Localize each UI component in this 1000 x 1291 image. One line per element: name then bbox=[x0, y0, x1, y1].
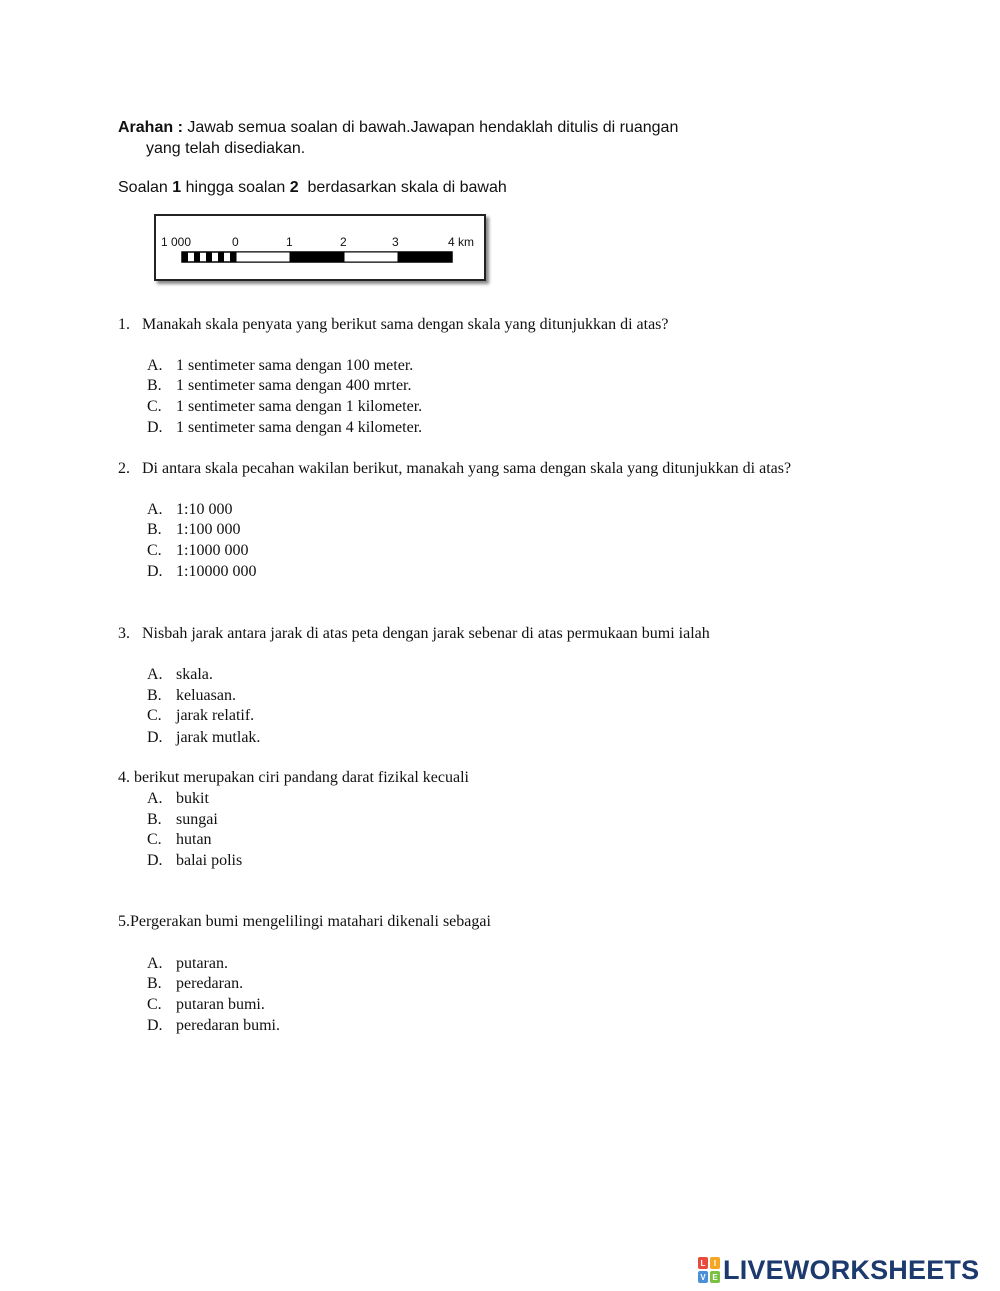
option-letter: B. bbox=[147, 975, 162, 992]
option-text: 1:100 000 bbox=[176, 521, 241, 538]
option-text: putaran bumi. bbox=[176, 996, 265, 1013]
scale-label-1000: 1 000 bbox=[161, 235, 192, 249]
option-text: bukit bbox=[176, 790, 209, 807]
question-5-option-c[interactable] bbox=[147, 996, 265, 1014]
option-letter: A. bbox=[147, 501, 163, 518]
question-3-stem: 3. Nisbah jarak antara jarak di atas peta dengan jarak sebenar di atas permukaan bumi ialah bbox=[118, 625, 710, 642]
option-letter: D. bbox=[147, 729, 163, 746]
option-text: peredaran. bbox=[176, 975, 244, 992]
option-text: 1:10 000 bbox=[176, 501, 233, 518]
svg-text:L: L bbox=[700, 1259, 706, 1268]
option-letter: D. bbox=[147, 419, 163, 436]
option-letter: A. bbox=[147, 357, 163, 374]
instructions-label: Arahan : bbox=[118, 119, 183, 136]
option-letter: A. bbox=[147, 955, 163, 972]
intro-number-1: 1 bbox=[172, 179, 182, 196]
intro-number-2: 2 bbox=[289, 179, 299, 196]
scale-sub-segment bbox=[218, 252, 224, 262]
scale-segment-2-3 bbox=[344, 252, 398, 262]
option-text: 1 sentimeter sama dengan 1 kilometer. bbox=[176, 398, 423, 415]
option-text: keluasan. bbox=[176, 687, 236, 704]
question-3-option-b[interactable] bbox=[147, 687, 236, 705]
option-text: 1 sentimeter sama dengan 4 kilometer. bbox=[176, 419, 423, 436]
option-letter: D. bbox=[147, 563, 163, 580]
option-text: jarak mutlak. bbox=[176, 729, 261, 746]
instructions-text: Jawab semua soalan di bawah.Jawapan hendaklah ditulis di ruangan bbox=[182, 119, 679, 136]
option-text: jarak relatif. bbox=[176, 707, 255, 724]
question-3-option-d[interactable] bbox=[147, 729, 260, 747]
scale-label-2: 2 bbox=[340, 235, 347, 249]
question-3-option-c[interactable] bbox=[147, 707, 254, 725]
brand-name: LIVEWORKSHEETS bbox=[723, 1254, 980, 1285]
question-4-option-a[interactable] bbox=[147, 790, 209, 808]
option-text: 1 sentimeter sama dengan 100 meter. bbox=[176, 357, 414, 374]
option-letter: C. bbox=[147, 398, 162, 415]
scale-sub-segment bbox=[194, 252, 200, 262]
option-letter: A. bbox=[147, 790, 163, 807]
question-5-stem: 5.Pergerakan bumi mengelilingi matahari dikenali sebagai bbox=[118, 913, 491, 930]
option-text: sungai bbox=[176, 811, 218, 828]
logo-icon bbox=[698, 1257, 720, 1283]
option-letter: B. bbox=[147, 521, 162, 538]
question-4-stem: 4. berikut merupakan ciri pandang darat fizikal kecuali bbox=[118, 769, 469, 786]
question-5-option-d[interactable] bbox=[147, 1017, 280, 1035]
question-3-option-a[interactable] bbox=[147, 666, 213, 684]
svg-text:V: V bbox=[700, 1273, 706, 1282]
option-text: 1 sentimeter sama dengan 400 mrter. bbox=[176, 377, 412, 394]
question-1-option-a[interactable] bbox=[147, 357, 413, 375]
question-2-option-c[interactable] bbox=[147, 542, 248, 560]
intro-part-3: berdasarkan skala di bawah bbox=[298, 179, 507, 196]
option-text: peredaran bumi. bbox=[176, 1017, 280, 1034]
scale-label-3: 3 bbox=[392, 235, 399, 249]
scale-sub-segment bbox=[230, 252, 236, 262]
question-5-option-a[interactable] bbox=[147, 955, 228, 973]
option-text: putaran. bbox=[176, 955, 228, 972]
svg-text:E: E bbox=[712, 1273, 718, 1282]
intro-part-2: hingga soalan bbox=[181, 179, 290, 196]
option-letter: C. bbox=[147, 831, 162, 848]
scale-sub-segment bbox=[182, 252, 188, 262]
instructions-line-2: yang telah disediakan. bbox=[146, 140, 306, 157]
question-5-option-b[interactable] bbox=[147, 975, 243, 993]
option-text: balai polis bbox=[176, 852, 243, 869]
option-letter: D. bbox=[147, 1017, 163, 1034]
question-4-option-b[interactable] bbox=[147, 811, 218, 829]
question-1-stem: 1. Manakah skala penyata yang berikut sama dengan skala yang ditunjukkan di atas? bbox=[118, 316, 669, 333]
intro-part-1: Soalan bbox=[118, 179, 173, 196]
question-4-option-d[interactable] bbox=[147, 852, 242, 870]
option-text: 1:10000 000 bbox=[176, 563, 257, 580]
question-2-option-d[interactable] bbox=[147, 563, 256, 581]
option-text: 1:1000 000 bbox=[176, 542, 249, 559]
option-letter: B. bbox=[147, 811, 162, 828]
scale-label-1: 1 bbox=[286, 235, 293, 249]
liveworksheets-logo bbox=[698, 1256, 979, 1284]
intro-text bbox=[118, 179, 507, 197]
scale-bar bbox=[154, 214, 486, 281]
scale-sub-segment bbox=[206, 252, 212, 262]
scale-bar-graphic bbox=[156, 216, 484, 279]
svg-text:I: I bbox=[713, 1259, 717, 1268]
scale-segment-1-2 bbox=[290, 252, 344, 262]
scale-segment-0-1 bbox=[236, 252, 290, 262]
option-text: hutan bbox=[176, 831, 212, 848]
question-2-option-b[interactable] bbox=[147, 521, 240, 539]
option-letter: A. bbox=[147, 666, 163, 683]
option-text: skala. bbox=[176, 666, 213, 683]
instructions-line-1 bbox=[118, 119, 678, 137]
option-letter: B. bbox=[147, 377, 162, 394]
question-4-option-c[interactable] bbox=[147, 831, 212, 849]
question-2-stem: 2. Di antara skala pecahan wakilan berikut, manakah yang sama dengan skala yang ditunjukkan di atas? bbox=[118, 460, 792, 477]
scale-label-4km: 4 km bbox=[448, 235, 475, 249]
option-letter: D. bbox=[147, 852, 163, 869]
option-letter: C. bbox=[147, 707, 162, 724]
question-1-option-b[interactable] bbox=[147, 377, 411, 395]
option-letter: C. bbox=[147, 996, 162, 1013]
option-letter: C. bbox=[147, 542, 162, 559]
question-1-option-c[interactable] bbox=[147, 398, 422, 416]
scale-segment-3-4 bbox=[398, 252, 452, 262]
question-1-option-d[interactable] bbox=[147, 419, 422, 437]
scale-label-0: 0 bbox=[232, 235, 239, 249]
option-letter: B. bbox=[147, 687, 162, 704]
question-2-option-a[interactable] bbox=[147, 501, 232, 519]
